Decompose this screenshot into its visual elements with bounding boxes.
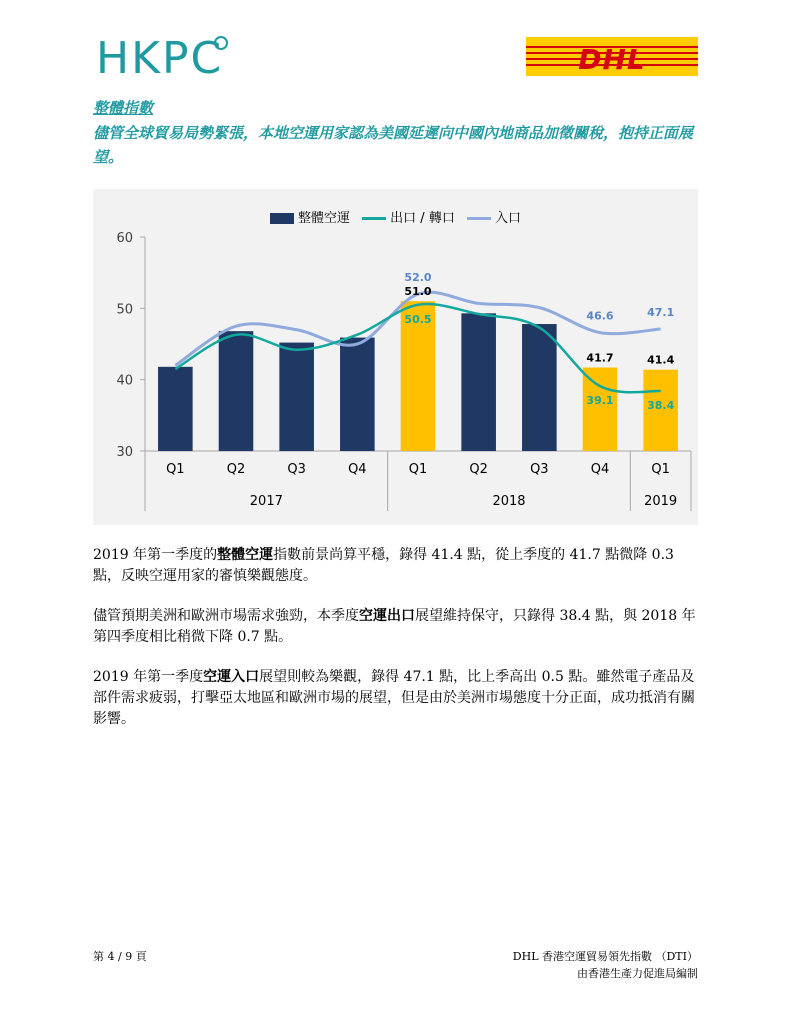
p1-pre: 2019 年第一季度的	[93, 547, 218, 563]
footer-compiler: 由香港生產力促進局編制	[577, 967, 698, 980]
data-label: 38.4	[647, 399, 675, 413]
bar-overall	[158, 367, 193, 451]
bar-overall	[522, 324, 557, 451]
x-category-label: Q2	[469, 462, 488, 477]
x-category-label: Q1	[651, 462, 670, 477]
y-tick-label: 30	[116, 445, 133, 460]
dhl-logo-text: DHL	[578, 43, 646, 76]
footer-info	[513, 948, 698, 982]
footer-page-number: 第 4 / 9 頁	[93, 950, 147, 963]
hkpc-logo	[96, 34, 231, 84]
x-category-label: Q1	[166, 462, 185, 477]
paragraph-overall	[93, 545, 698, 587]
bar-overall	[583, 368, 618, 451]
x-category-label: Q1	[408, 462, 428, 477]
y-tick-label: 60	[116, 231, 133, 246]
bar-overall	[219, 331, 254, 451]
hkpc-logo-text: HKPC	[96, 33, 224, 84]
section-subheading: 儘管全球貿易局勢緊張，本地空運用家認為美國延遲向中國內地商品加徵關稅，抱持正面展望。	[93, 124, 694, 166]
p2-post: 展望維持保守，只錄得 38.4 點，與 2018 年第四季度相比稍微下降 0.7 點。	[93, 608, 696, 645]
legend-label-export: 出口 / 轉口	[390, 211, 455, 226]
p1-bold: 整體空運	[217, 547, 274, 563]
x-group-label: 2019	[644, 494, 678, 509]
data-label: 46.6	[586, 309, 614, 323]
bar-overall	[340, 338, 375, 451]
hkpc-logo-mark	[214, 36, 228, 50]
data-label: 51.0	[404, 285, 432, 299]
p2-bold: 空運出口	[359, 608, 415, 624]
legend-label-overall: 整體空運	[298, 211, 351, 226]
p1-post: 指數前景尚算平穩，錄得 41.4 點，從上季度的 41.7 點微降 0.3 點，反映空運用家的審慎樂觀態度。	[93, 547, 674, 584]
data-label: 50.5	[404, 312, 432, 326]
data-label: 41.7	[586, 351, 614, 365]
bar-overall	[461, 313, 496, 451]
data-label: 47.1	[647, 306, 675, 320]
x-category-label: Q2	[226, 462, 246, 477]
legend-label-import: 入口	[494, 211, 521, 226]
dhl-logo	[526, 37, 698, 76]
p3-bold: 空運入口	[203, 669, 260, 685]
data-label: 41.4	[647, 353, 675, 367]
paragraph-import	[93, 667, 698, 730]
p3-pre: 2019 年第一季度	[93, 669, 204, 685]
bar-overall	[279, 343, 314, 451]
data-label: 39.1	[586, 394, 614, 408]
section-heading: 整體指數	[93, 99, 154, 117]
x-category-label: Q3	[530, 462, 549, 477]
x-category-label: Q4	[590, 462, 610, 477]
footer-title: DHL 香港空運貿易領先指數 （DTI）	[512, 950, 698, 963]
y-tick-label: 40	[116, 373, 133, 389]
chart-plot	[93, 189, 698, 525]
x-category-label: Q4	[348, 462, 367, 477]
y-tick-label: 50	[116, 302, 133, 318]
p3-post: 展望則較為樂觀，錄得 47.1 點，比上季高出 0.5 點。雖然電子產品及部件需求疲弱，打擊亞太地區和歐洲市場的展望，但是由於美洲市場態度十分正面，成功抵消有關影響。	[93, 669, 695, 727]
paragraph-export	[93, 606, 698, 648]
x-group-label: 2017	[249, 494, 283, 509]
data-label: 52.0	[404, 271, 432, 285]
x-category-label: Q3	[287, 462, 306, 477]
p2-pre: 儘管預期美洲和歐洲市場需求強勁，本季度	[93, 608, 359, 624]
chart-container	[93, 189, 698, 525]
x-group-label: 2018	[492, 494, 526, 509]
